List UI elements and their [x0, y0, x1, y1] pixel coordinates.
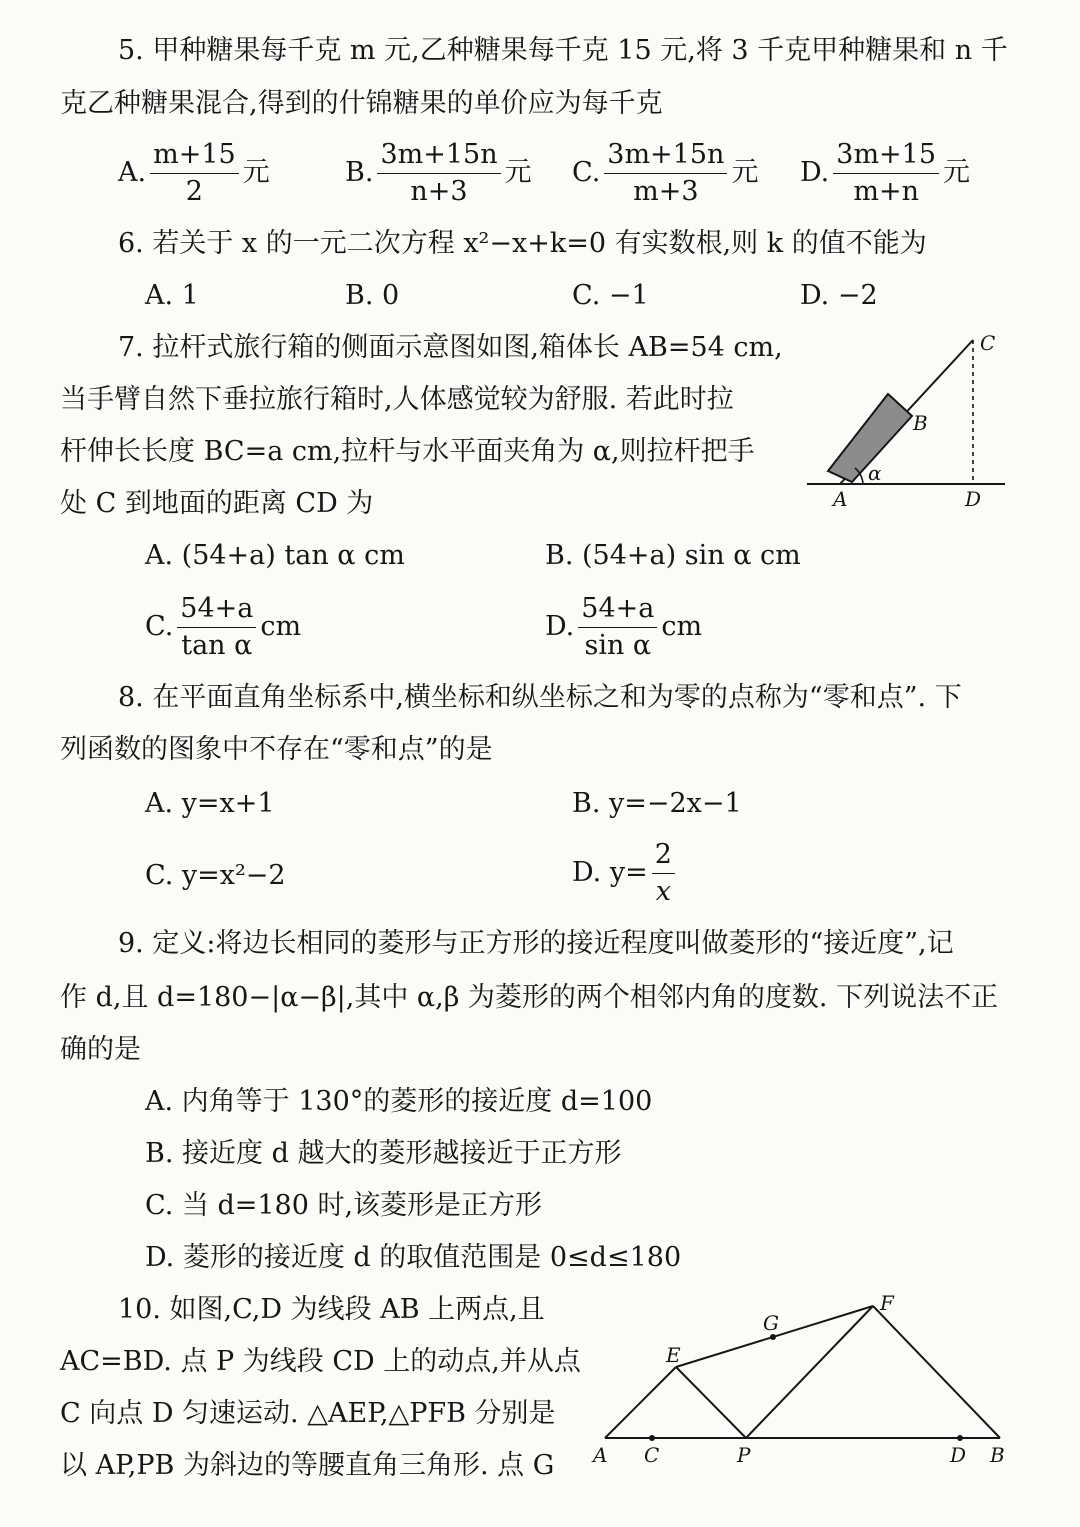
fraction-numerator: 54+a	[578, 594, 657, 628]
q9-option-c[interactable]: C. 当 d=180 时,该菱形是正方形	[145, 1190, 543, 1221]
option-unit: 元	[943, 157, 971, 189]
segment-ep	[676, 1367, 746, 1438]
fraction	[652, 840, 675, 906]
option-unit: cm	[661, 611, 703, 643]
q5-option-b[interactable]	[345, 140, 532, 206]
q6-option-c[interactable]: C. −1	[572, 280, 649, 311]
label-c: C	[644, 1443, 660, 1467]
option-label: A.	[118, 157, 147, 189]
q10-stem-line1: 10. 如图,C,D 为线段 AB 上两点,且	[118, 1294, 545, 1325]
segment-ae	[605, 1367, 676, 1438]
q9-stem-line3: 确的是	[60, 1034, 141, 1065]
label-a: A	[593, 1443, 608, 1467]
q5-stem-line1: 5. 甲种糖果每千克 m 元,乙种糖果每千克 15 元,将 3 千克甲种糖果和 n 千	[118, 35, 1008, 66]
q9-stem-line2: 作 d,且 d=180−|α−β|,其中 α,β 为菱形的两个相邻内角的度数. 下列说法不正	[60, 982, 999, 1013]
fraction	[604, 140, 727, 206]
fraction-denominator: 2	[185, 175, 203, 207]
q10-stem-line2: AC=BD. 点 P 为线段 CD 上的动点,并从点	[60, 1346, 581, 1377]
q7-option-a[interactable]: A. (54+a) tan α cm	[145, 540, 405, 571]
label-f: F	[880, 1291, 894, 1315]
option-label: D.	[800, 157, 830, 189]
fraction-denominator: n+3	[410, 175, 468, 207]
option-label: D.	[545, 611, 575, 643]
q8-option-b[interactable]: B. y=−2x−1	[572, 788, 742, 819]
option-label: D. y=	[572, 857, 648, 889]
fraction-denominator: tan α	[181, 629, 253, 661]
option-unit: 元	[504, 157, 532, 189]
option-unit: 元	[242, 157, 270, 189]
q8-option-d[interactable]	[572, 840, 679, 906]
fraction	[177, 594, 256, 660]
label-alpha: α	[868, 461, 882, 485]
label-d: D	[950, 1443, 967, 1467]
fraction-numerator: m+15	[150, 140, 239, 174]
label-c: C	[980, 331, 996, 355]
fraction-numerator: 2	[652, 840, 675, 874]
q9-stem-line1: 9. 定义:将边长相同的菱形与正方形的接近程度叫做菱形的“接近度”,记	[118, 928, 954, 959]
option-label: B.	[345, 157, 374, 189]
q8-stem-line2: 列函数的图象中不存在“零和点”的是	[60, 734, 493, 765]
q6-option-a[interactable]: A. 1	[145, 280, 199, 311]
q7-option-b[interactable]: B. (54+a) sin α cm	[545, 540, 801, 571]
label-e: E	[666, 1343, 681, 1367]
fraction-numerator: 3m+15n	[604, 140, 727, 174]
label-a: A	[833, 487, 848, 511]
segment-fb	[873, 1306, 1000, 1438]
q7-stem-line3: 杆伸长长度 BC=a cm,拉杆与水平面夹角为 α,则拉杆把手	[60, 436, 755, 467]
q8-option-a[interactable]: A. y=x+1	[145, 788, 275, 819]
fraction-numerator: 3m+15n	[377, 140, 500, 174]
point-d	[957, 1435, 963, 1441]
q5-option-a[interactable]	[118, 140, 270, 206]
option-label: C.	[572, 157, 601, 189]
q7-stem-line4: 处 C 到地面的距离 CD 为	[60, 488, 374, 519]
q6-option-d[interactable]: D. −2	[800, 280, 878, 311]
q7-stem-line1: 7. 拉杆式旅行箱的侧面示意图如图,箱体长 AB=54 cm,	[118, 332, 783, 363]
q10-stem-line4: 以 AP,PB 为斜边的等腰直角三角形. 点 G	[60, 1450, 555, 1481]
label-p: P	[737, 1443, 751, 1467]
q10-triangle-figure	[590, 1290, 1020, 1480]
q7-option-c[interactable]	[145, 594, 301, 660]
fraction	[833, 140, 939, 206]
q5-option-d[interactable]	[800, 140, 970, 206]
q6-option-b[interactable]: B. 0	[345, 280, 400, 311]
label-b: B	[913, 411, 928, 435]
option-label: C.	[145, 611, 174, 643]
label-g: G	[763, 1311, 779, 1335]
fraction	[150, 140, 239, 206]
option-unit: cm	[260, 611, 302, 643]
q10-stem-line3: C 向点 D 匀速运动. △AEP,△PFB 分别是	[60, 1398, 556, 1429]
fraction-denominator: m+n	[853, 175, 919, 207]
fraction	[377, 140, 500, 206]
q9-option-b[interactable]: B. 接近度 d 越大的菱形越接近于正方形	[145, 1138, 622, 1169]
fraction-numerator: 3m+15	[833, 140, 939, 174]
q7-suitcase-figure	[805, 330, 1010, 515]
q7-stem-line2: 当手臂自然下垂拉旅行箱时,人体感觉较为舒服. 若此时拉	[60, 384, 734, 415]
q9-option-a[interactable]: A. 内角等于 130°的菱形的接近度 d=100	[145, 1086, 653, 1117]
label-d: D	[965, 487, 982, 511]
fraction-denominator: m+3	[633, 175, 699, 207]
label-b: B	[990, 1443, 1005, 1467]
q6-stem: 6. 若关于 x 的一元二次方程 x²−x+k=0 有实数根,则 k 的值不能为	[118, 228, 927, 259]
q8-option-c[interactable]: C. y=x²−2	[145, 860, 286, 891]
option-unit: 元	[731, 157, 759, 189]
fraction	[578, 594, 657, 660]
q8-stem-line1: 8. 在平面直角坐标系中,横坐标和纵坐标之和为零的点称为“零和点”. 下	[118, 682, 962, 713]
fraction-numerator: 54+a	[177, 594, 256, 628]
point-c	[649, 1435, 655, 1441]
q7-option-d[interactable]	[545, 594, 702, 660]
q5-stem-line2: 克乙种糖果混合,得到的什锦糖果的单价应为每千克	[60, 88, 663, 119]
q9-option-d[interactable]: D. 菱形的接近度 d 的取值范围是 0≤d≤180	[145, 1242, 682, 1273]
fraction-denominator: sin α	[584, 629, 652, 661]
q5-option-c[interactable]	[572, 140, 758, 206]
fraction-denominator: x	[655, 875, 671, 907]
